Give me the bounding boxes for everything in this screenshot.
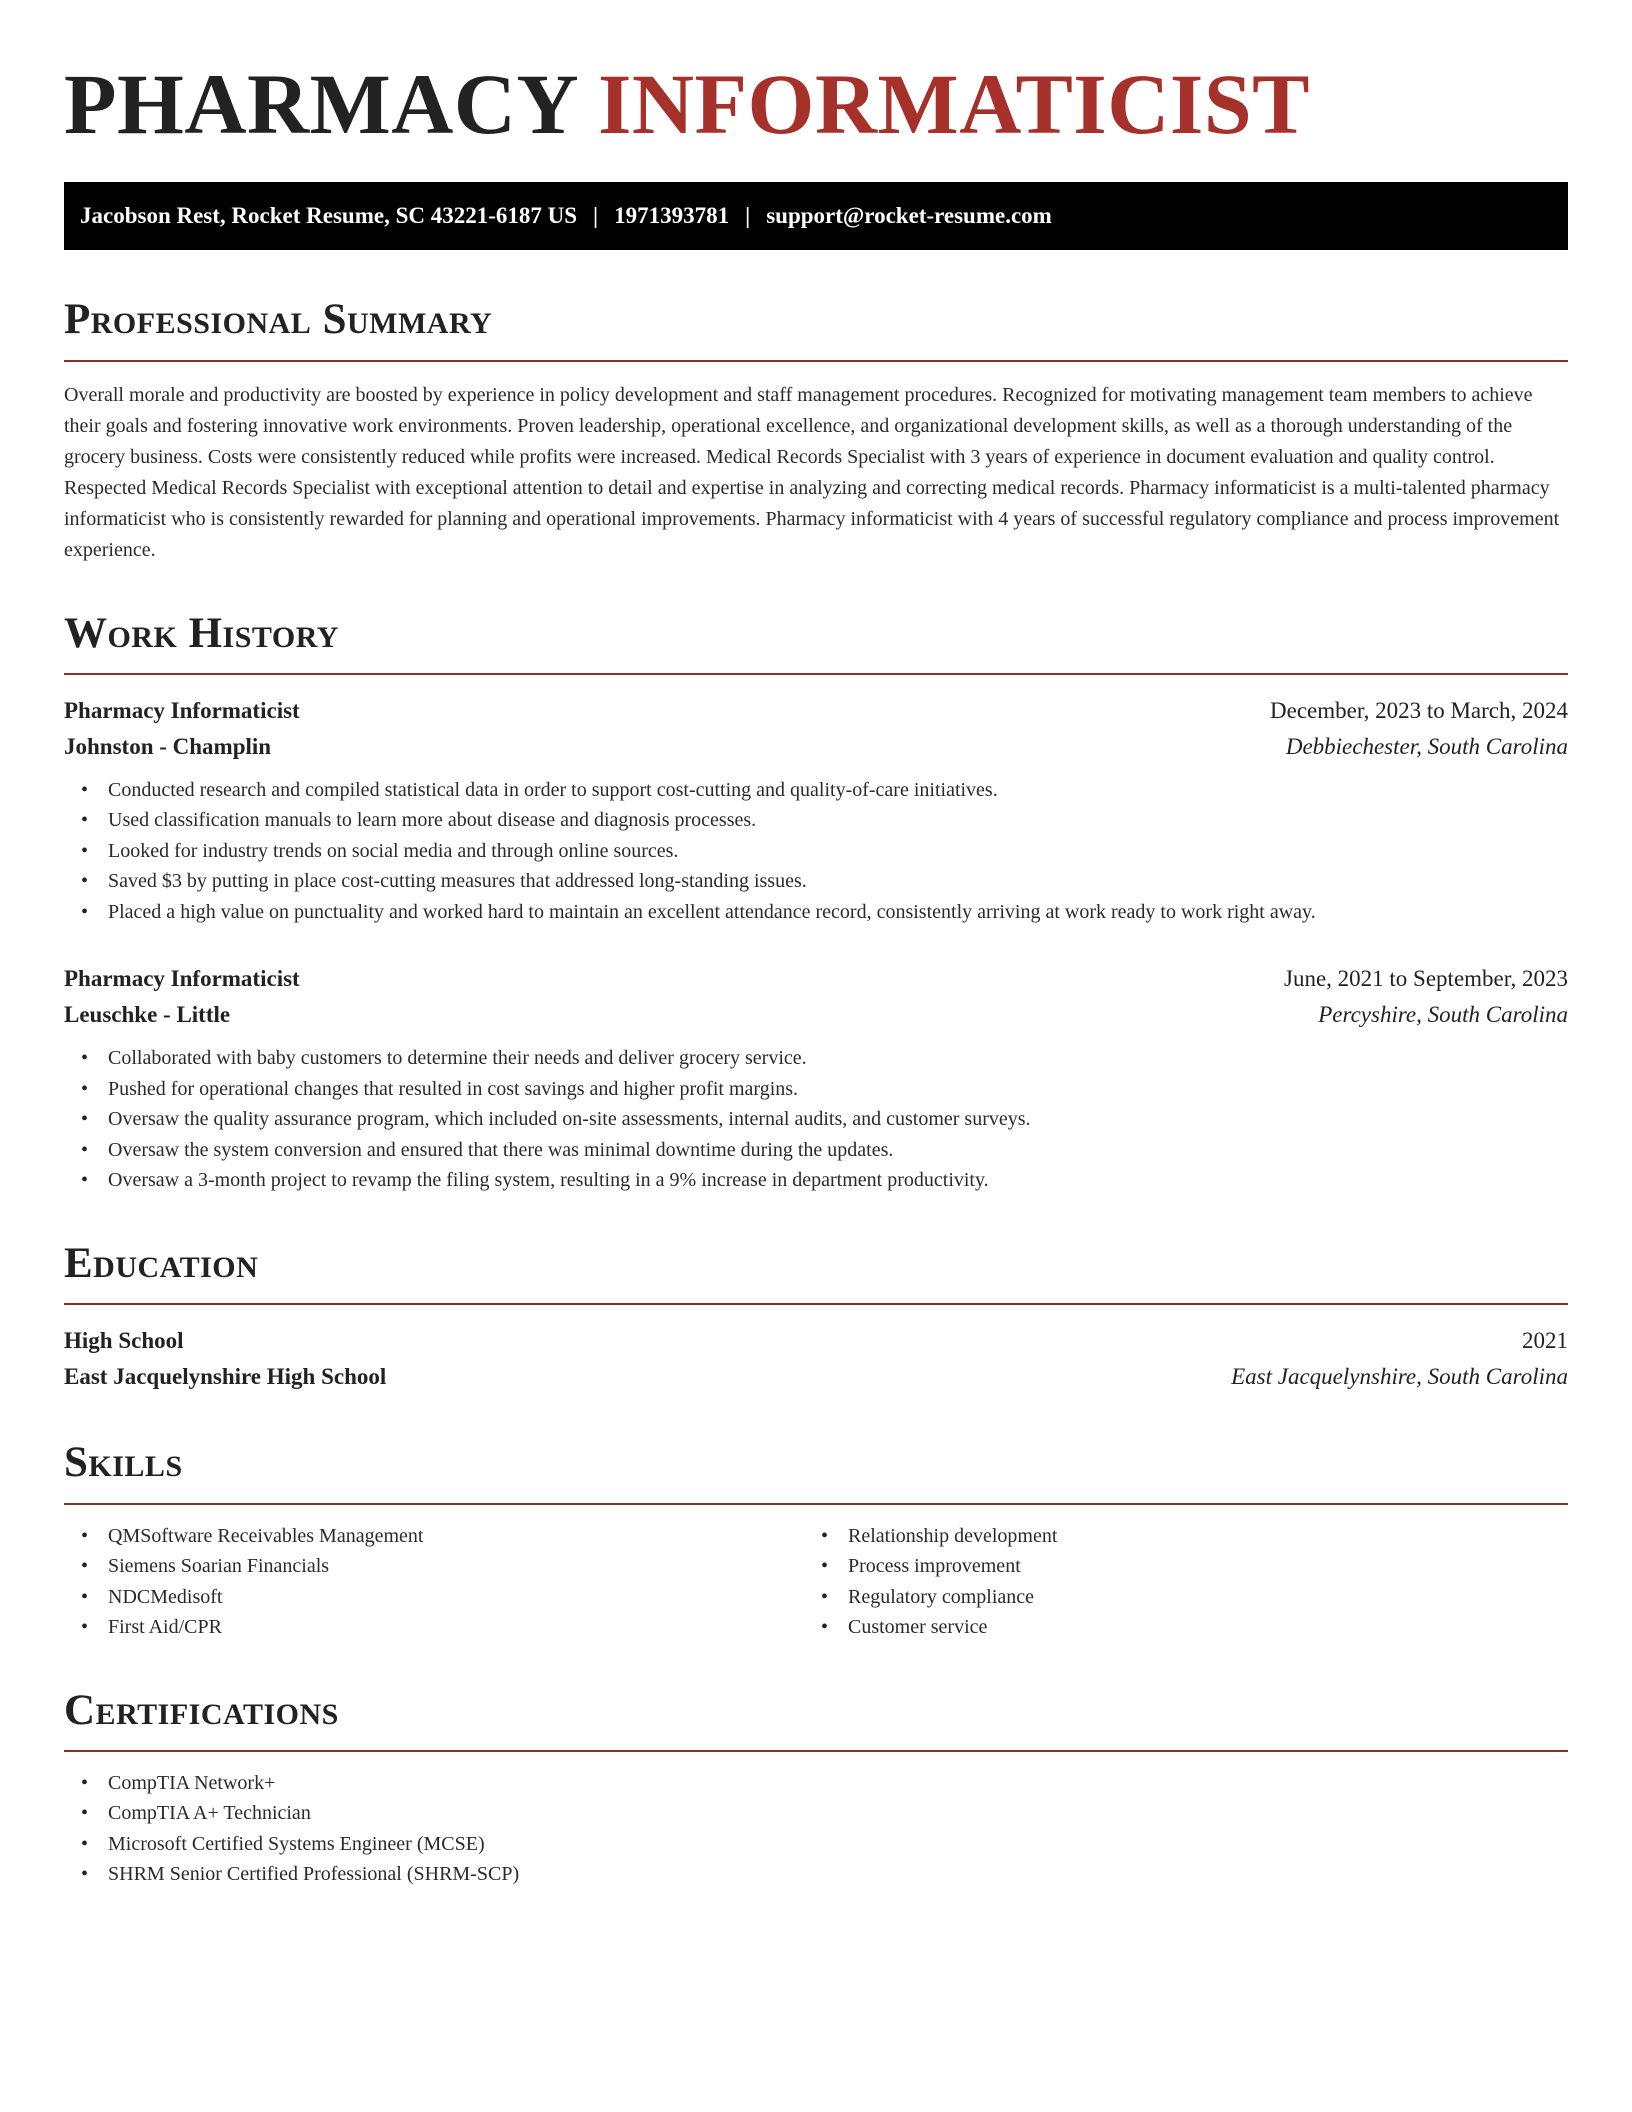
job-bullet: • Oversaw a 3-month project to revamp the filing system, resulting in a 9% increase in department productivity. xyxy=(64,1165,1568,1196)
job-bullets xyxy=(64,775,1568,928)
certification-item: • CompTIA Network+ xyxy=(64,1768,1568,1799)
skills-grid xyxy=(64,1521,1568,1643)
job-bullet: • Placed a high value on punctuality and worked hard to maintain an excellent attendance record, consistently arriving at work ready to work right away. xyxy=(64,897,1568,928)
job-bullets xyxy=(64,1043,1568,1196)
job-title: Pharmacy Informaticist xyxy=(64,697,300,723)
contact-separator: | xyxy=(745,203,751,229)
job-entry xyxy=(64,961,1568,1196)
certification-item: • SHRM Senior Certified Professional (SHRM-SCP) xyxy=(64,1859,1568,1890)
certification-item: • Microsoft Certified Systems Engineer (MCSE) xyxy=(64,1829,1568,1860)
job-dates: June, 2021 to September, 2023 xyxy=(1284,966,1568,992)
education-degree: High School xyxy=(64,1328,184,1354)
job-bullet: • Used classification manuals to learn more about disease and diagnosis processes. xyxy=(64,805,1568,836)
certification-item: • CompTIA A+ Technician xyxy=(64,1798,1568,1829)
title-part-1: PHARMACY xyxy=(64,56,576,152)
skill-item: • Siemens Soarian Financials xyxy=(64,1551,804,1582)
education-entry xyxy=(64,1323,1568,1395)
job-title: Pharmacy Informaticist xyxy=(64,966,300,992)
section-heading-skills: Skills xyxy=(64,1439,1568,1504)
contact-email: support@rocket-resume.com xyxy=(766,203,1052,229)
section-heading-work-history: Work History xyxy=(64,610,1568,675)
education-header-row xyxy=(64,1323,1568,1359)
summary-text: Overall morale and productivity are boosted by experience in policy development and staff management procedures. Recognized for motivating management team members to achieve their goals and fostering innovative work environments. Proven leadership, operational excellence, and organizational development skills, as well as a thorough understanding of the grocery business. Costs were consistently reduced while profits were increased. Medical Records Specialist with 3 years of experience in document evaluation and quality control. Respected Medical Records Specialist with exceptional attention to detail and expertise in analyzing and correcting medical records. Pharmacy informaticist is a multi-talented pharmacy informaticist who is consistently rewarded for planning and operational improvements. Pharmacy informaticist with 4 years of successful regulatory compliance and process improvement experience. xyxy=(64,383,1560,561)
resume-title xyxy=(64,56,1568,152)
contact-separator: | xyxy=(593,203,599,229)
job-dates: December, 2023 to March, 2024 xyxy=(1270,697,1568,723)
job-bullet: • Looked for industry trends on social media and through online sources. xyxy=(64,836,1568,867)
job-company-row xyxy=(64,997,1568,1033)
skill-item: • Relationship development xyxy=(804,1521,1544,1552)
job-company: Leuschke - Little xyxy=(64,1002,231,1028)
section-heading-summary: Professional Summary xyxy=(64,296,1568,361)
job-bullet: • Saved $3 by putting in place cost-cutting measures that addressed long-standing issues. xyxy=(64,866,1568,897)
section-heading-education: Education xyxy=(64,1240,1568,1305)
job-bullet: • Collaborated with baby customers to determine their needs and deliver grocery service. xyxy=(64,1043,1568,1074)
skill-item: • First Aid/CPR xyxy=(64,1612,804,1643)
education-location: East Jacquelynshire, South Carolina xyxy=(1231,1364,1568,1390)
job-company-row xyxy=(64,729,1568,765)
certifications-list xyxy=(64,1768,1568,1890)
contact-phone: 1971393781 xyxy=(614,203,730,229)
skill-item: • Regulatory compliance xyxy=(804,1582,1544,1613)
job-bullet: • Oversaw the system conversion and ensured that there was minimal downtime during the updates. xyxy=(64,1135,1568,1166)
contact-bar xyxy=(64,182,1568,250)
skill-item: • QMSoftware Receivables Management xyxy=(64,1521,804,1552)
skill-item: • Customer service xyxy=(804,1612,1544,1643)
job-bullet: • Conducted research and compiled statistical data in order to support cost-cutting and quality-of-care initiatives. xyxy=(64,775,1568,806)
job-location: Percyshire, South Carolina xyxy=(1318,1002,1568,1028)
skill-item: • NDCMedisoft xyxy=(64,1582,804,1613)
job-header-row xyxy=(64,693,1568,729)
job-location: Debbiechester, South Carolina xyxy=(1285,733,1568,759)
skill-item: • Process improvement xyxy=(804,1551,1544,1582)
job-header-row xyxy=(64,961,1568,997)
skills-column-left xyxy=(64,1521,804,1643)
section-heading-certifications: Certifications xyxy=(64,1687,1568,1752)
job-bullet: • Oversaw the quality assurance program, which included on-site assessments, internal audits, and customer surveys. xyxy=(64,1104,1568,1135)
job-entry xyxy=(64,693,1568,928)
skills-column-right xyxy=(804,1521,1544,1643)
education-year: 2021 xyxy=(1522,1328,1568,1354)
contact-address: Jacobson Rest, Rocket Resume, SC 43221-6187 US xyxy=(80,203,578,229)
education-school: East Jacquelynshire High School xyxy=(64,1364,387,1390)
job-company: Johnston - Champlin xyxy=(64,733,272,759)
job-bullet: • Pushed for operational changes that resulted in cost savings and higher profit margins. xyxy=(64,1074,1568,1105)
education-school-row xyxy=(64,1359,1568,1395)
title-part-2: INFORMATICIST xyxy=(597,56,1311,152)
